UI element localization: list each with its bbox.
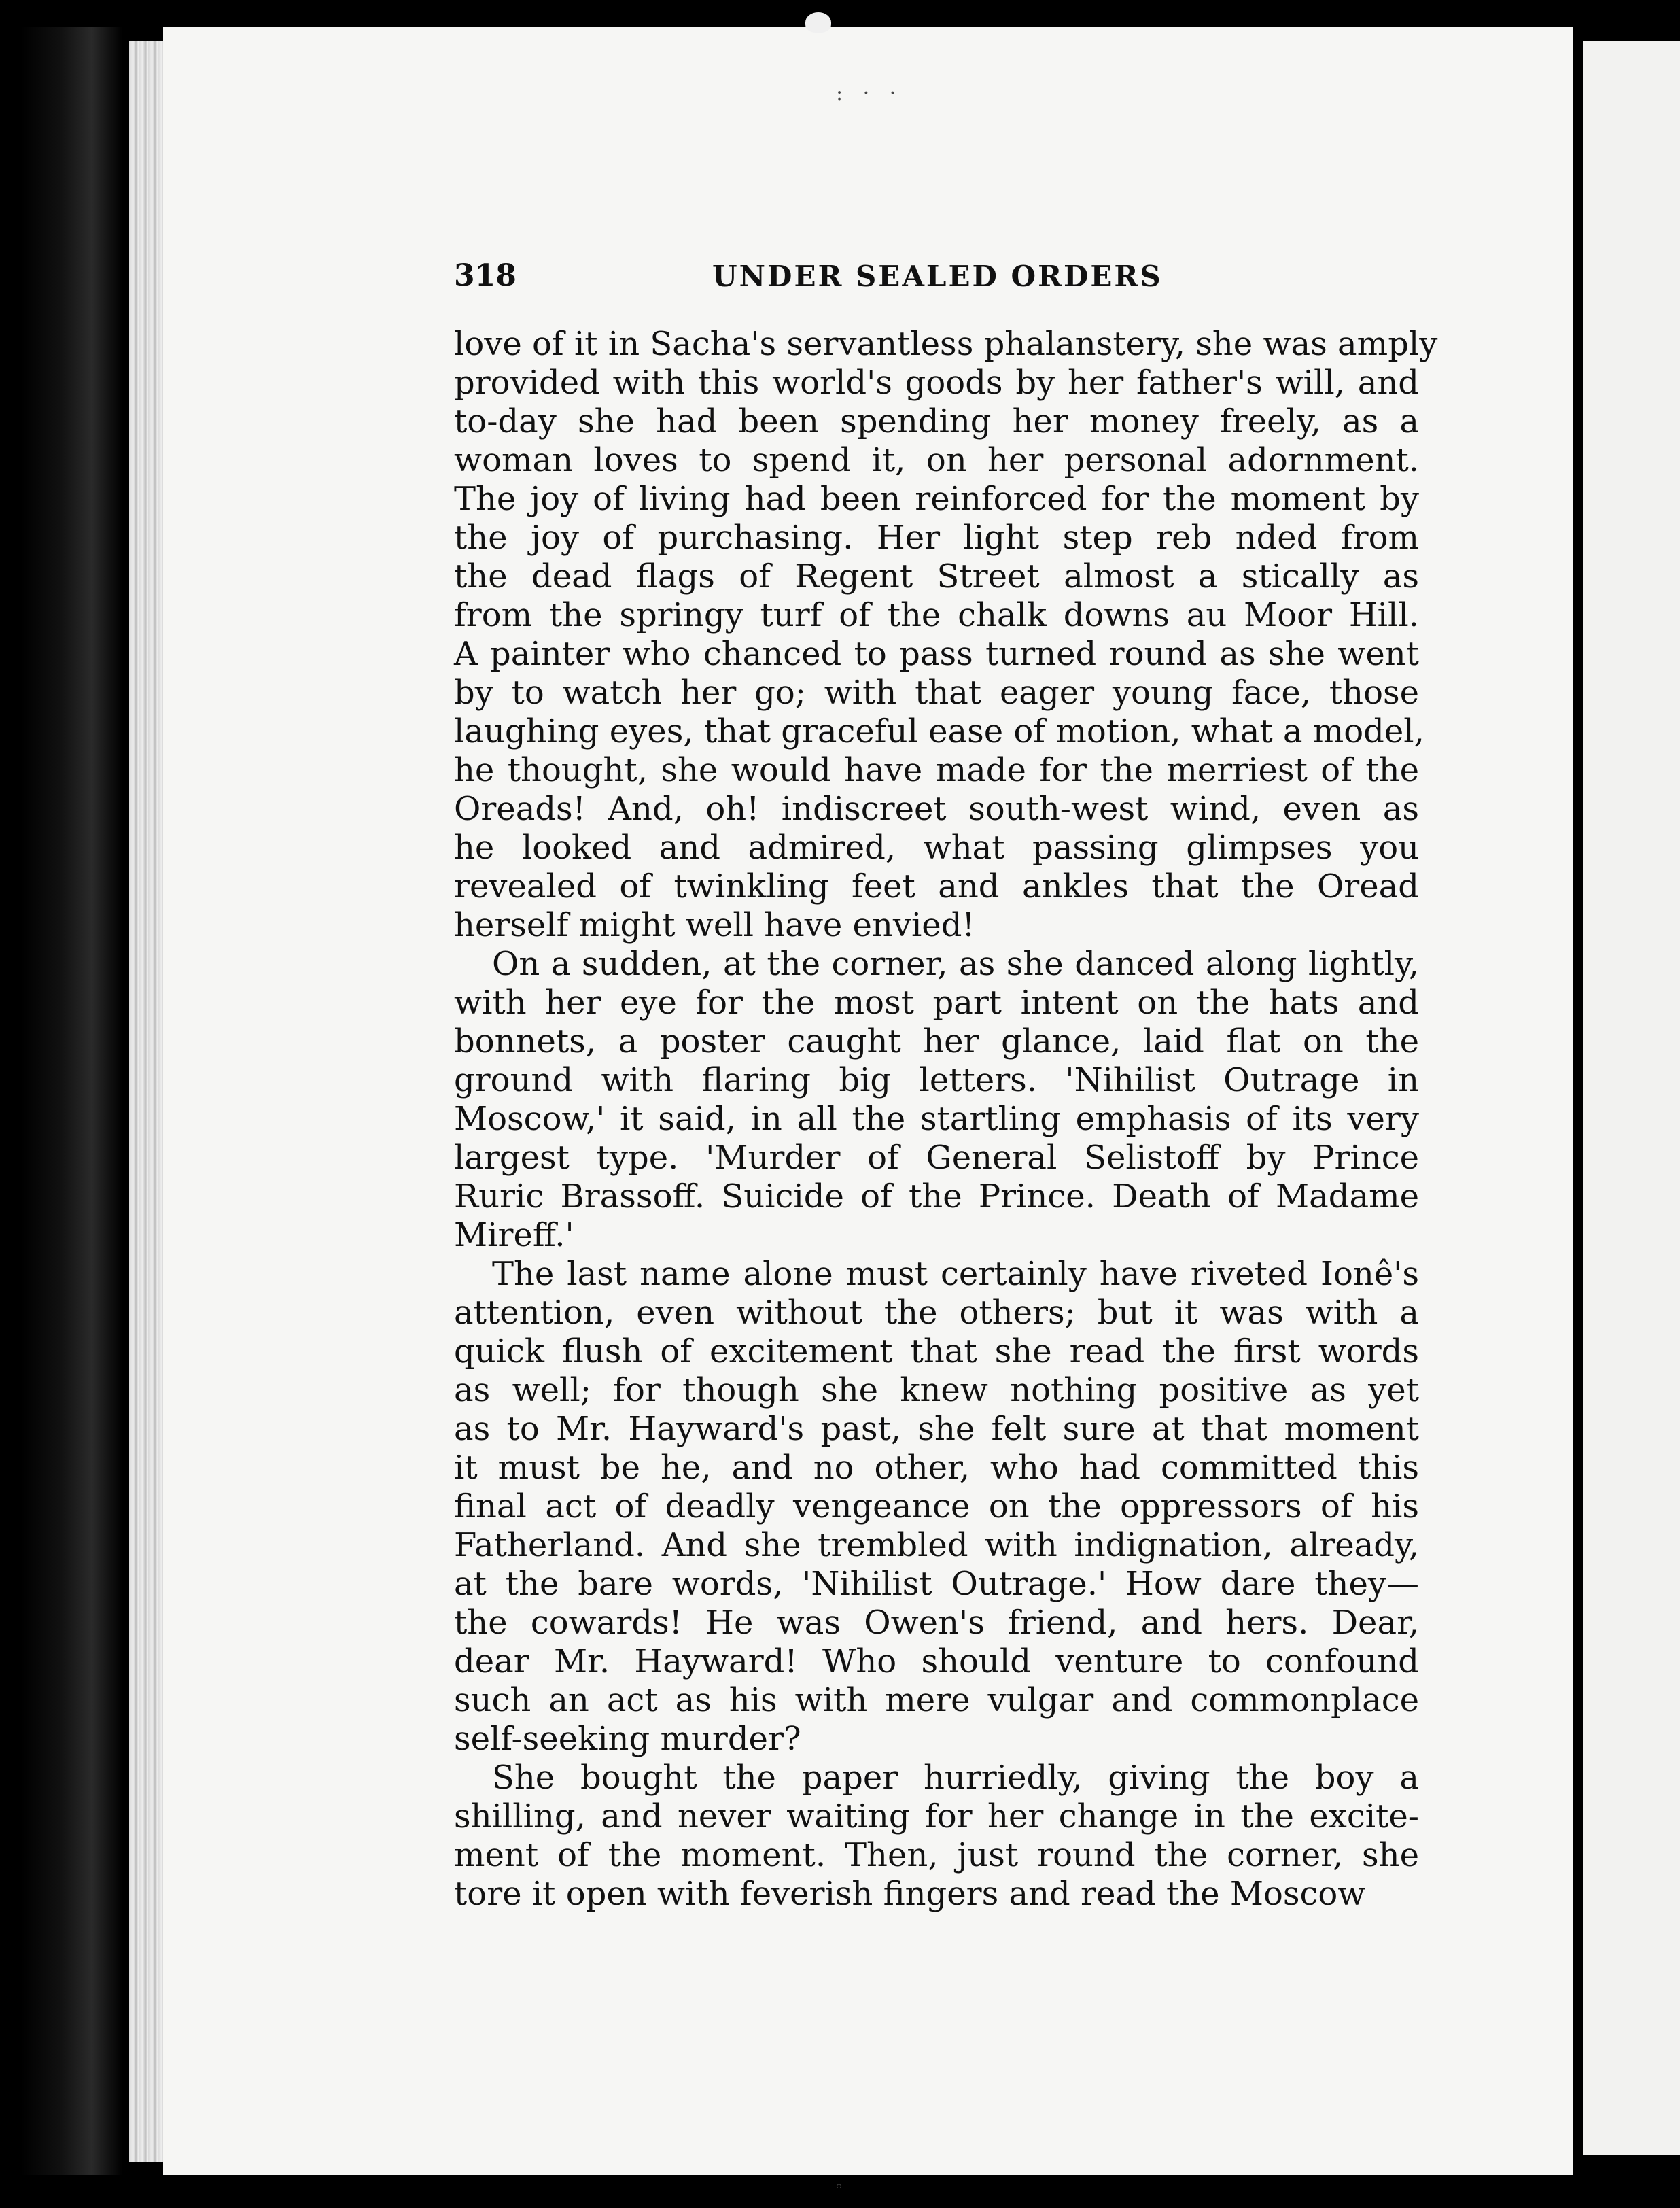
running-head: UNDER SEALED ORDERS: [712, 260, 1163, 293]
text-line: as well; for though she knew nothing positive as yet: [454, 1371, 1419, 1409]
paragraph: [454, 325, 1438, 945]
text-line: as to Mr. Hayward's past, she felt sure at that moment: [454, 1410, 1419, 1448]
paragraph: [454, 1255, 1419, 1759]
text-line: Mireff.': [454, 1216, 574, 1254]
text-line: from the springy turf of the chalk downs au Moor Hill.: [454, 596, 1419, 634]
book-spine-shadow: [20, 27, 122, 2175]
text-line: A painter who chanced to pass turned round as she went: [454, 635, 1419, 673]
text-line: by to watch her go; with that eager young face, those: [454, 674, 1419, 712]
text-line: largest type. 'Murder of General Selistoff by Prince: [454, 1139, 1419, 1177]
text-line: attention, even without the others; but it was with a: [454, 1294, 1419, 1332]
text-line: he looked and admired, what passing glimpses you: [454, 829, 1419, 867]
text-line: ment of the moment. Then, just round the corner, she: [454, 1836, 1419, 1874]
text-line: She bought the paper hurriedly, giving the boy a: [492, 1759, 1419, 1797]
text-line: with her eye for the most part intent on the hats and: [454, 984, 1419, 1022]
text-line: tore it open with feverish fingers and read the Moscow: [454, 1875, 1366, 1913]
facing-page-edge: [1583, 41, 1680, 2155]
text-line: provided with this world's goods by her father's will, and: [454, 364, 1419, 402]
text-line: quick flush of excitement that she read the first words: [454, 1332, 1419, 1370]
text-line: self-seeking murder?: [454, 1720, 801, 1758]
text-line: bonnets, a poster caught her glance, laid flat on the: [454, 1022, 1419, 1060]
page-body-text: [454, 325, 1438, 1914]
text-line: such an act as his with mere vulgar and commonplace: [454, 1681, 1419, 1719]
page-number: 318: [454, 258, 517, 293]
text-line: On a sudden, at the corner, as she danced along lightly,: [492, 945, 1419, 983]
text-line: at the bare words, 'Nihilist Outrage.' How dare they—: [454, 1565, 1419, 1603]
text-line: final act of deadly vengeance on the oppressors of his: [454, 1487, 1419, 1525]
text-line: woman loves to spend it, on her personal adornment.: [454, 441, 1419, 479]
text-line: Oreads! And, oh! indiscreet south-west wind, even as: [454, 790, 1419, 828]
scan-clip-mark: [805, 12, 831, 33]
text-line: The joy of living had been reinforced for the moment by: [454, 480, 1419, 518]
text-line: ground with flaring big letters. 'Nihilist Outrage in: [454, 1061, 1419, 1099]
text-line: dear Mr. Hayward! Who should venture to confound: [454, 1642, 1419, 1680]
paragraph: [454, 1759, 1419, 1914]
text-line: the cowards! He was Owen's friend, and hers. Dear,: [454, 1604, 1419, 1642]
text-line: Moscow,' it said, in all the startling emphasis of its very: [454, 1100, 1419, 1138]
text-line: it must be he, and no other, who had committed this: [454, 1449, 1419, 1487]
text-line: the joy of purchasing. Her light step reb nded from: [454, 519, 1419, 557]
text-line: to-day she had been spending her money freely, as a: [454, 402, 1419, 441]
text-line: love of it in Sacha's servantless phalanstery, she was amply: [454, 325, 1438, 363]
text-line: The last name alone must certainly have riveted Ionê's: [492, 1255, 1419, 1293]
text-line: herself might well have envied!: [454, 906, 975, 944]
paragraph: [454, 945, 1419, 1255]
text-line: he thought, she would have made for the merriest of the: [454, 751, 1419, 789]
text-line: shilling, and never waiting for her change in the excite-: [454, 1797, 1419, 1835]
page-header: [454, 258, 1419, 306]
text-line: Fatherland. And she trembled with indignation, already,: [454, 1526, 1419, 1564]
gutter-shadow: [1573, 27, 1584, 2175]
text-line: laughing eyes, that graceful ease of motion, what a model,: [454, 712, 1424, 751]
text-line: the dead flags of Regent Street almost a stically as: [454, 557, 1419, 596]
text-line: revealed of twinkling feet and ankles that the Oread: [454, 867, 1419, 905]
scan-specks: : · ·: [836, 82, 903, 105]
scan-bottom-speck: ◦: [835, 2179, 843, 2196]
text-line: Ruric Brassoff. Suicide of the Prince. Death of Madame: [454, 1177, 1419, 1215]
